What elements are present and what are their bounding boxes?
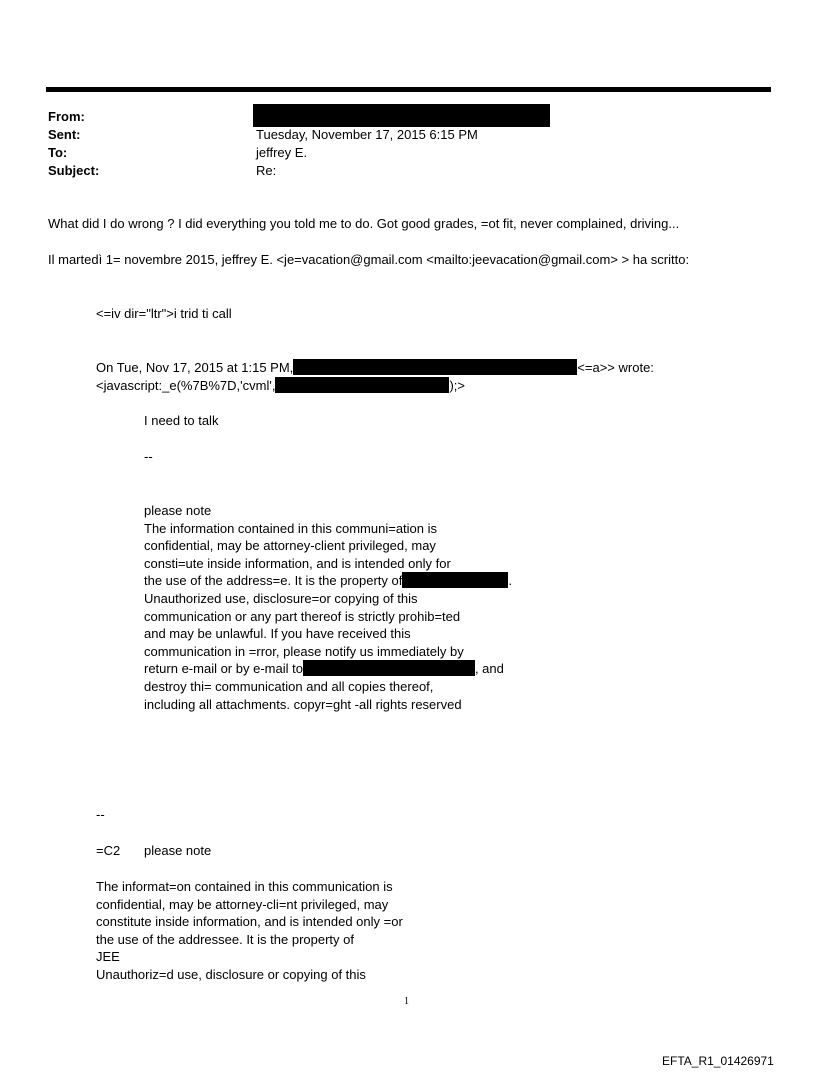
js-prefix: <javascript:_e(%7B%7D,'cvml', <box>96 378 276 393</box>
c2-text: please note <box>144 843 212 858</box>
c2-code: =C2 <box>96 843 121 858</box>
dashes-2: -- <box>96 807 105 822</box>
sent-label: Sent: <box>48 127 81 142</box>
page-number: 1 <box>404 996 409 1007</box>
notice-line: destroy thi= communication and all copies thereof, <box>144 678 434 694</box>
notice-line: Unauthorized use, disclosure=or copying of this <box>144 590 418 606</box>
notice2-line: The informat=on contained in this communication is <box>96 879 393 894</box>
sent-value: Tuesday, November 17, 2015 6:15 PM <box>256 127 478 142</box>
js-redaction <box>275 377 449 393</box>
notice-line: communication or any part thereof is strictly prohib=ted <box>144 608 461 624</box>
js-suffix: );> <box>449 378 465 393</box>
notice-line: communication in =rror, please notify us immediately by <box>144 643 464 659</box>
javascript-line <box>96 377 465 395</box>
on-tue-suffix: <=a>> wrote: <box>577 360 654 375</box>
to-value: jeffrey E. <box>256 145 308 160</box>
body-line-1: What did I do wrong ? I did everything you told me to do. Got good grades, =ot fit, never complained, driving... <box>48 216 680 231</box>
subject-value: Re: <box>256 163 277 178</box>
notice2-line: constitute inside information, and is intended only =or <box>96 914 403 930</box>
sender-redaction <box>293 359 577 375</box>
confidential-notice-2 <box>96 878 403 984</box>
notice-line-property: the use of the address=e. It is the property of . <box>144 573 512 589</box>
notice-line: The information contained in this communi=ation is <box>144 520 438 536</box>
notice-line: and may be unlawful. If you have received this <box>144 626 411 642</box>
quote-line: <=iv dir="ltr">i trid ti call <box>96 306 232 321</box>
notice2-line: the use of the addressee. It is the property of <box>96 931 354 947</box>
on-tue-prefix: On Tue, Nov 17, 2015 at 1:15 PM, <box>96 360 294 375</box>
footer-id: EFTA_R1_01426971 <box>662 1054 774 1068</box>
notice-line: confidential, may be attorney-client privileged, may <box>144 538 436 554</box>
email-redaction <box>303 660 475 676</box>
notice2-line: Unauthoriz=d use, disclosure or copying of this <box>96 966 366 982</box>
notice-line-email: return e-mail or by e-mail to , and <box>144 661 504 677</box>
notice-line: consti=ute inside information, and is intended only for <box>144 555 451 571</box>
property-redaction <box>402 572 508 588</box>
notice-line: please note <box>144 503 212 518</box>
confidential-notice <box>144 502 512 713</box>
from-label: From: <box>48 109 85 124</box>
dashes-1: -- <box>144 449 153 464</box>
need-talk-line: I need to talk <box>144 413 219 428</box>
from-redaction <box>253 104 550 127</box>
to-label: To: <box>48 145 68 160</box>
notice2-line: confidential, may be attorney-cli=nt privileged, may <box>96 896 389 912</box>
subject-label: Subject: <box>48 163 100 178</box>
header-rule <box>46 87 771 92</box>
on-tue-line <box>96 359 654 377</box>
notice-line: including all attachments. copyr=ght -all rights reserved <box>144 696 462 712</box>
body-line-2: Il martedì 1= novembre 2015, jeffrey E. <je=vacation@gmail.com <mailto:jeevacation@gmail.com> > ha scritto: <box>48 252 690 267</box>
notice2-line: JEE <box>96 949 120 965</box>
